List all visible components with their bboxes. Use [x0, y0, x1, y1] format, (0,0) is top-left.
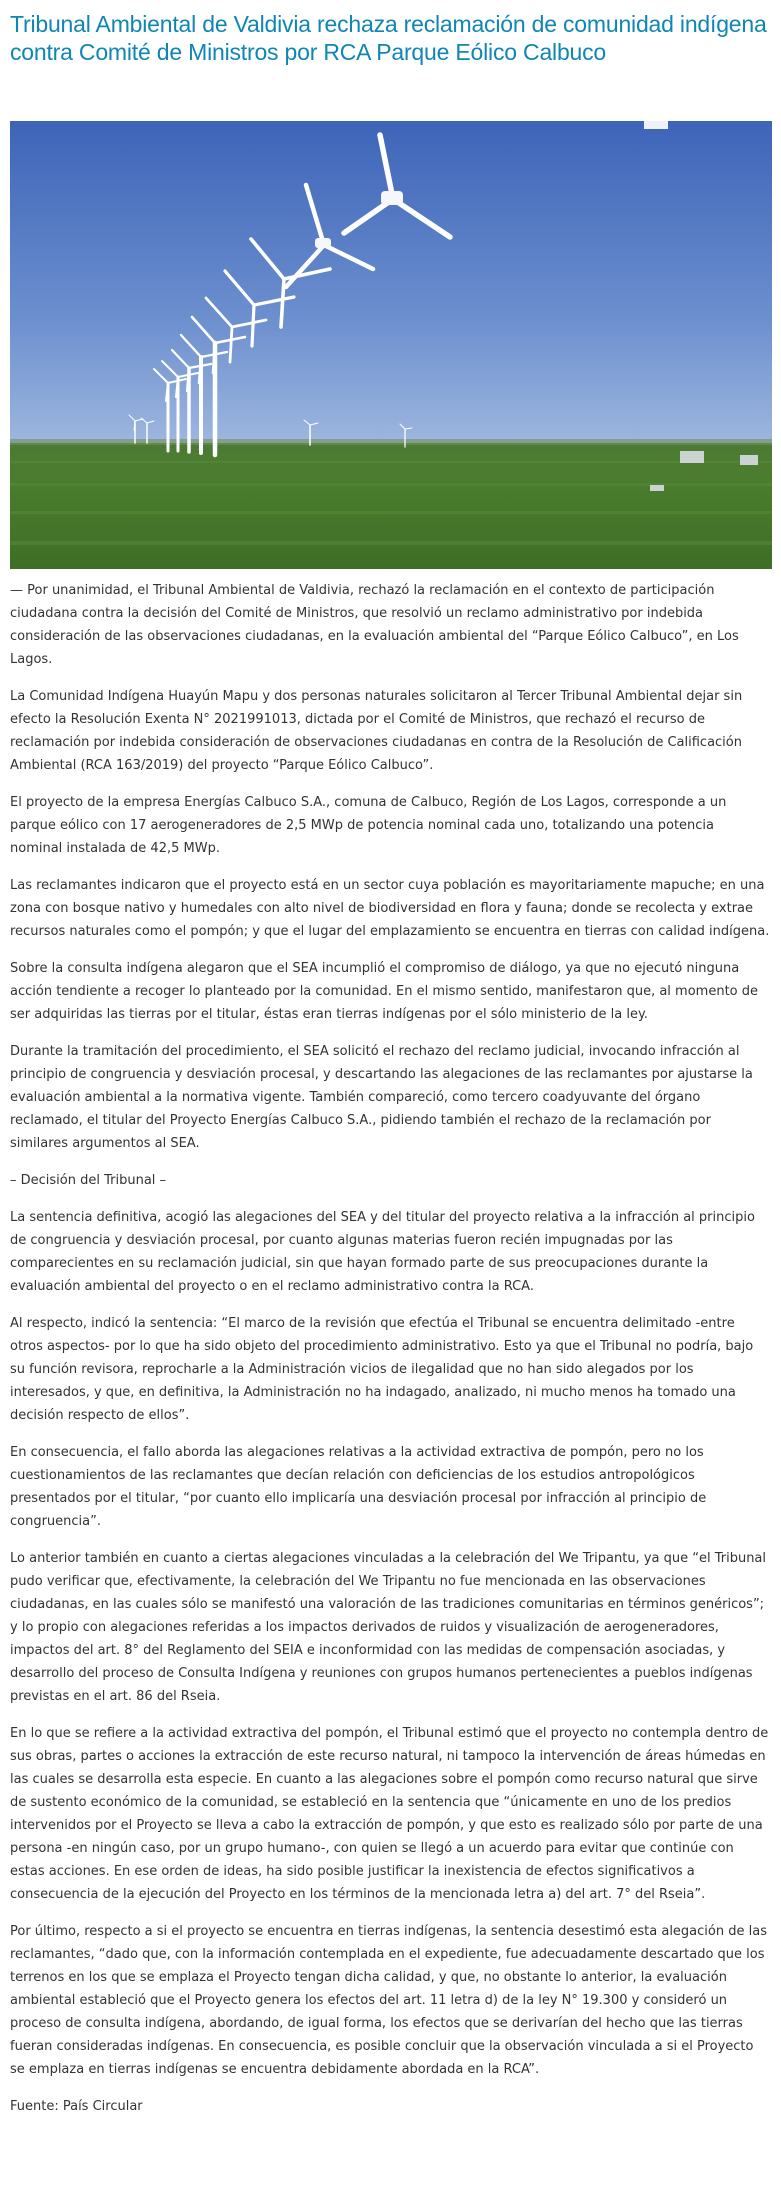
article-paragraph: En consecuencia, el fallo aborda las alegaciones relativas a la actividad extractiva de pompón, pero no los cuestionamientos de las reclamantes que decían relación con deficiencias de los estudios antropológicos presentados por el titular, “por cuanto ello implicaría una desviación procesal por infracción al principio de congruencia”. [10, 1445, 707, 1529]
article-paragraph: Por último, respecto a si el proyecto se encuentra en tierras indígenas, la sentencia desestimó esta alegación de las reclamantes, “dado que, con la información contemplada en el expediente, fue adecuadamente descartado que los terrenos en los que se emplaza el Proyecto tengan dicha calidad, y que, no obstante lo anterior, la evaluación ambiental estableció que el Proyecto genera los efectos del art. 11 letra d) de la ley N° 19.300 y consideró un proceso de consulta indígena, abordando, de igual forma, los efectos que se derivarían del hecho que las tierras fueran consideradas indígenas. En consecuencia, es posible concluir que la observación vinculada a si el Proyecto se emplaza en tierras indígenas se encuentra debidamente abordada en la RCA”. [10, 1924, 767, 2077]
article-paragraph: — Por unanimidad, el Tribunal Ambiental de Valdivia, rechazó la reclamación en el contexto de participación ciudadana contra la decisión del Comité de Ministros, que resolvió un reclamo administrativo por indebida consideración de las observaciones ciudadanas, en la evaluación ambiental del “Parque Eólico Calbuco”, en Los Lagos. [10, 583, 739, 667]
article-paragraph: En lo que se refiere a la actividad extractiva del pompón, el Tribunal estimó que el proyecto no contempla dentro de sus obras, partes o acciones la extracción de este recurso natural, ni tampoco la intervención de áreas húmedas en las cuales se desarrolla esta especie. En cuanto a las alegaciones sobre el pompón como recurso natural que sirve de sustento económico de la comunidad, se estableció en la sentencia que “únicamente en uno de los predios intervenidos por el Proyecto se lleva a cabo la extracción de pompón, y que esto es realizado sólo por parte de una persona -en ningún caso, por un grupo humano-, con quien se llegó a un acuerdo para evitar que continúe con estas acciones. En ese orden de ideas, ha sido posible justificar la inexistencia de efectos significativos a consecuencia de la ejecución del Proyecto en los términos de la mencionada letra a) del art. 7° del Rseia”. [10, 1726, 769, 1902]
article-paragraph: El proyecto de la empresa Energías Calbuco S.A., comuna de Calbuco, Región de Los Lagos, corresponde a un parque eólico con 17 aerogeneradores de 2,5 MWp de potencia nominal cada uno, totalizando una potencia nominal instalada de 42,5 MWp. [10, 795, 727, 856]
article-source: Fuente: País Circular [10, 2099, 143, 2114]
article-paragraph: Durante la tramitación del procedimiento, el SEA solicitó el rechazo del reclamo judicial, invocando infracción al principio de congruencia y desviación procesal, y descartando las alegaciones de las reclamantes por ajustarse la evaluación ambiental a la normativa vigente. También compareció, como tercero coadyuvante del órgano reclamado, el titular del Proyecto Energías Calbuco S.A., pidiendo también el rechazo de la reclamación por similares argumentos al SEA. [10, 1044, 753, 1151]
article-paragraph: Las reclamantes indicaron que el proyecto está en un sector cuya población es mayoritariamente mapuche; en una zona con bosque nativo y humedales con alto nivel de biodiversidad en flora y fauna; donde se recolecta y extrae recursos naturales como el pompón; y que el lugar del emplazamiento se encuentra en tierras con calidad indígena. [10, 878, 770, 939]
article-body [10, 579, 770, 2132]
section-heading: – Decisión del Tribunal – [10, 1173, 167, 1188]
article-paragraph: La Comunidad Indígena Huayún Mapu y dos personas naturales solicitaron al Tercer Tribunal Ambiental dejar sin efecto la Resolución Exenta N° 2021991013, dictada por el Comité de Ministros, que rechazó el recurso de reclamación por indebida consideración de observaciones ciudadanas en contra de la Resolución de Calificación Ambiental (RCA 163/2019) del proyecto “Parque Eólico Calbuco”. [10, 689, 743, 773]
article-paragraph: La sentencia definitiva, acogió las alegaciones del SEA y del titular del proyecto relativa a la infracción al principio de congruencia y desviación procesal, por cuanto algunas materias fueron recién impugnadas por las comparecientes en su reclamación judicial, sin que hayan formado parte de sus preocupaciones durante la evaluación ambiental del proyecto o en el reclamo administrativo contra la RCA. [10, 1210, 755, 1294]
article-title: Tribunal Ambiental de Valdivia rechaza reclamación de comunidad indígena contra Comité de Ministros por RCA Parque Eólico Calbuco [10, 11, 767, 65]
wind-farm-illustration [10, 121, 772, 569]
article-paragraph: Al respecto, indicó la sentencia: “El marco de la revisión que efectúa el Tribunal se encuentra delimitado -entre otros aspectos- por lo que ha sido objeto del procedimiento administrativo. Esto ya que el Tribunal no podría, bajo su función revisora, reprocharle a la Administración vicios de ilegalidad que no han sido alegados por los interesados, y que, en definitiva, la Administración no ha indagado, analizado, ni mucho menos ha tomado una decisión respecto de ellos”. [10, 1316, 754, 1423]
article-paragraph: Lo anterior también en cuanto a ciertas alegaciones vinculadas a la celebración del We Tripantu, ya que “el Tribunal pudo verificar que, efectivamente, la celebración del We Tripantu no fue mencionada en las observaciones ciudadanas, en las cuales sólo se manifestó una valoración de las tradiciones comunitarias en términos genéricos”; y lo propio con alegaciones referidas a los impactos derivados de ruidos y visualización de aerogeneradores, impactos del art. 8° del Reglamento del SEIA e inconformidad con las medidas de compensación asociadas, y desarrollo del proceso de Consulta Indígena y reuniones con grupos humanos pertenecientes a pueblos indígenas previstas en el art. 86 del Rseia. [10, 1551, 767, 1704]
article-paragraph: Sobre la consulta indígena alegaron que el SEA incumplió el compromiso de diálogo, ya que no ejecutó ninguna acción tendiente a recoger lo planteado por la comunidad. En el mismo sentido, manifestaron que, al momento de ser adquiridas las tierras por el titular, éstas eran tierras indígenas por el sólo ministerio de la ley. [10, 961, 759, 1022]
hero-image [10, 121, 772, 569]
